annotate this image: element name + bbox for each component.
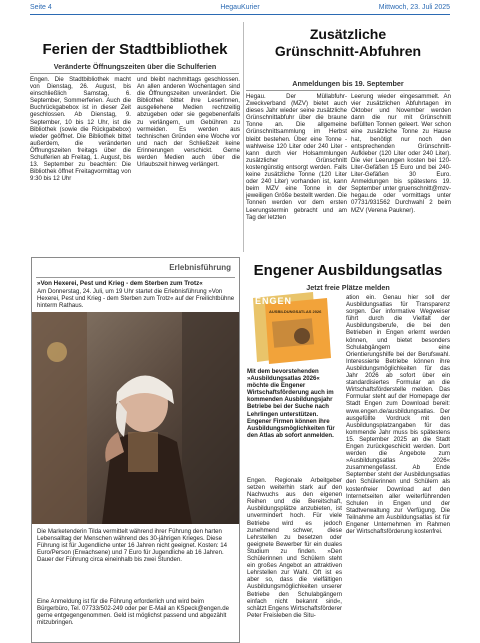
event-kicker-line — [36, 259, 235, 278]
brochure-logo: ENGEN — [255, 296, 293, 306]
bib-column-1: Engen. Die Stadtbibliothek macht von Dienstag, 26. August, bis einschließlich Samstag, 6. September, Sommerferien. Auch die Buchrückgabebox ist in dieser Zeit geschlossen. Ab Dienstag, 9. September, 10 bis 12 Uhr, ist die Bibliothek (sowie die Rückgabebox) wieder geöffnet. Die Bibliothek bittet außerdem, die veränderten Öffnungszeiten freitags über die Schulferien ab Freitag, 1. August, bis 13. September zu beachten: Die Bibliothek öffnet Freitagvormittag von 9:30 bis 12 Uhr — [30, 76, 131, 183]
atlas-subtitle: Jetzt freie Plätze melden — [306, 283, 390, 292]
event-kicker: Erlebnisführung — [169, 263, 231, 272]
issue-date: Mittwoch, 23. Juli 2025 — [378, 4, 450, 11]
event-box — [31, 257, 240, 643]
atlas-column-2: ation ein. Genau hier soll der Ausbildungsatlas für Transparenz sorgen. Der informative Wegweiser führt durch die Vielfalt der Ausbildungsberufe, die bei den Betrieben in Engen erlernt werden können, und bietet besonders Schulabgängern eine Orientierungshilfe bei der Berufswahl. Interessierte Betriebe können ihre Ausbildungsmöglichkeiten für das Jahr 2026 ab sofort über ein standardisiertes Formular an die Wirtschaftsförderstelle melden. Das Formular steht auf der Homepage der Stadt Engen zum Download bereit: www.engen.de/ausbildungsatlas. Der ausgefüllte Vordruck mit den Ausbildungsplatzangaben für das kommende Jahr muss bis spätestens 15. September 2025 an die Stadt Engen zurückgeschickt werden. Dort werden die Angebote zum »Ausbildungsatlas 2026« zusammengefasst. Ab Ende September steht der Ausbildungsatlas den Schülerinnen und Schülern als kostenfreier Download auf den Internetseiten aller weiterführenden Schulen in Engen und der Stadtverwaltung zur Verfügung. Die Teilnahme am Ausbildungsatlas ist für Engener Unternehmen im Rahmen der Wirtschaftsförderung kostenfrei. — [346, 294, 450, 536]
bib-title: Ferien der Stadtbibliothek — [42, 41, 228, 58]
gruen-subtitle: Anmeldungen bis 19. September — [292, 79, 404, 88]
gruen-rule — [246, 90, 450, 91]
event-body: Die Marketenderin Tilda vermittelt während ihrer Führung den harten Lebensalltag der Menschen während des 30-jährigen Krieges. Diese Führung ist für Jugendliche unter 16 Jahren nicht geeignet. Kosten: 14 Euro/Person (Erwachsene) und 7 Euro für Jugendliche ab 16 Jahren. Dauer der Führung circa eineinhalb bis zwei Stunden. — [37, 528, 228, 564]
bib-subtitle: Veränderte Öffnungszeiten über die Schulferien — [53, 62, 217, 71]
event-title: »Von Hexerei, Pest und Krieg - dem Sterben zum Trotz« — [37, 280, 203, 287]
marketenderin-photo-icon — [32, 312, 239, 524]
column-divider — [243, 22, 244, 252]
bib-rule — [30, 73, 239, 74]
bib-column-2: und bleibt nachmittags geschlossen. An allen anderen Wochentagen sind die Öffnungszeiten unverändert. Die Bibliothek bittet ihre LeserInnen, ausgeliehene Medien rechtzeitig abzugeben oder sie gegebenenfalls zu verlängern, um Gebühren zu vermeiden. Es werden aus technischen Gründen eine Woche vor und nach der Schließzeit keine Erinnerungen verschickt. Gerne werden Medien auch über die Urlaubszeit hinweg verlängert. — [137, 76, 240, 169]
gruen-title — [246, 26, 450, 60]
gruen-column-2: Leerung wieder eingesammelt. An vier zusätzlichen Abfuhrtagen im Oktober und November werden dann die nur mit Grünschnitt befüllten Tonnen geleert. Wer schon eine zusätzliche Tonne zu Hause hat, benötigt nur noch den entsprechenden Grünschnitt-Aufkleber (120 Liter oder 240 Liter). Die vier Leerungen kosten bei 120-Liter-Gefäßen 15 Euro und bei 240-Liter-Gefäßen 30 Euro. Anmeldungen bis spätestens 19. September unter gruenschnitt@mzv-hegau.de oder vormittags unter 07731/931562 Durchwahl 2 beim MZV (Verena Paukner). — [351, 93, 451, 214]
gruen-title-line-1: Zusätzliche — [309, 26, 387, 42]
page-number: Seite 4 — [30, 4, 52, 11]
page-header — [30, 3, 450, 15]
gruen-title-line-2: Grünschnitt-Abfuhren — [274, 43, 422, 59]
event-photo — [32, 312, 239, 524]
atlas-brochure-image — [247, 290, 337, 366]
atlas-column-1: Engen. Regionale Arbeitgeber setzen weiterhin stark auf den Nachwuchs aus den eigenen Reihen und die Bereitschaft, Ausbildungsplätze anzubieten, ist unvermindert hoch. Für viele Betriebe wird es jedoch zunehmend schwer, diese Lehrstellen zu besetzen oder geeignete Bewerber für ein duales Studium zu finden. »Den Schülerinnen und Schülern steht ein großes Angebot an attraktiven Lehrstellen zur Wahl. Oft ist es aber so, dass die vielfältigen Ausbildungsmöglichkeiten unserer Betriebe den Schulabgängern einfach nicht bekannt sind«, schätzt Engens Wirtschaftsförderer Peter Freisleben die Situ- — [247, 477, 342, 619]
event-lead: Am Donnerstag, 24. Juli, um 19 Uhr startet die Erlebnisführung »Von Hexerei, Pest und Krieg - dem Sterben zum Trotz« auf der Freilichtbühne hinterm Rathaus. — [37, 288, 235, 310]
paper-name: HegauKurier — [220, 4, 260, 11]
gruen-column-1: Hegau. Der Müllabfuhr-Zweckverband (MZV) bietet auch dieses Jahr wieder seine zusätzliche Grünschnittabfuhr über die braune Tonne an. Die allgemeine Grünschnittsammlung im Herbst bleibt bestehen. Über eine Tonne - wahlweise 120 Liter oder 240 Liter - kann durch vier Holsammlungen zusätzlicher Grünschnitt kostengünstig entsorgt werden. Falls keine zusätzliche Tonne (120 Liter oder 240 Liter) vorhanden ist, kann beim MZV eine Tonne in der jeweiligen Größe bestellt werden. Die Tonnen werden vor dem ersten Leerungstermin gebracht und am Tag der letzten — [246, 93, 347, 221]
atlas-intro: Mit dem bevorstehenden »Ausbildungsatlas 2026« möchte die Engener Wirtschaftsförderung auch im kommenden Ausbildungsjahr Betriebe bei der Suche nach Lehrlingen unterstützen. Engener Firmen können ihre Ausbildungsmöglichkeiten für den Atlas ab sofort anmelden. — [247, 368, 335, 439]
brochure-title: AUSBILDUNGSATLAS 2026 — [269, 309, 322, 314]
event-registration: Eine Anmeldung ist für die Führung erforderlich und wird beim Bürgerbüro, Tel. 07733/502-249 oder per E-Mail an KSpeck@engen.de gerne entgegengenommen. Geld ist möglichst passend und abgezählt mitzubringen. — [37, 598, 230, 627]
atlas-title: Engener Ausbildungsatlas — [253, 262, 443, 279]
